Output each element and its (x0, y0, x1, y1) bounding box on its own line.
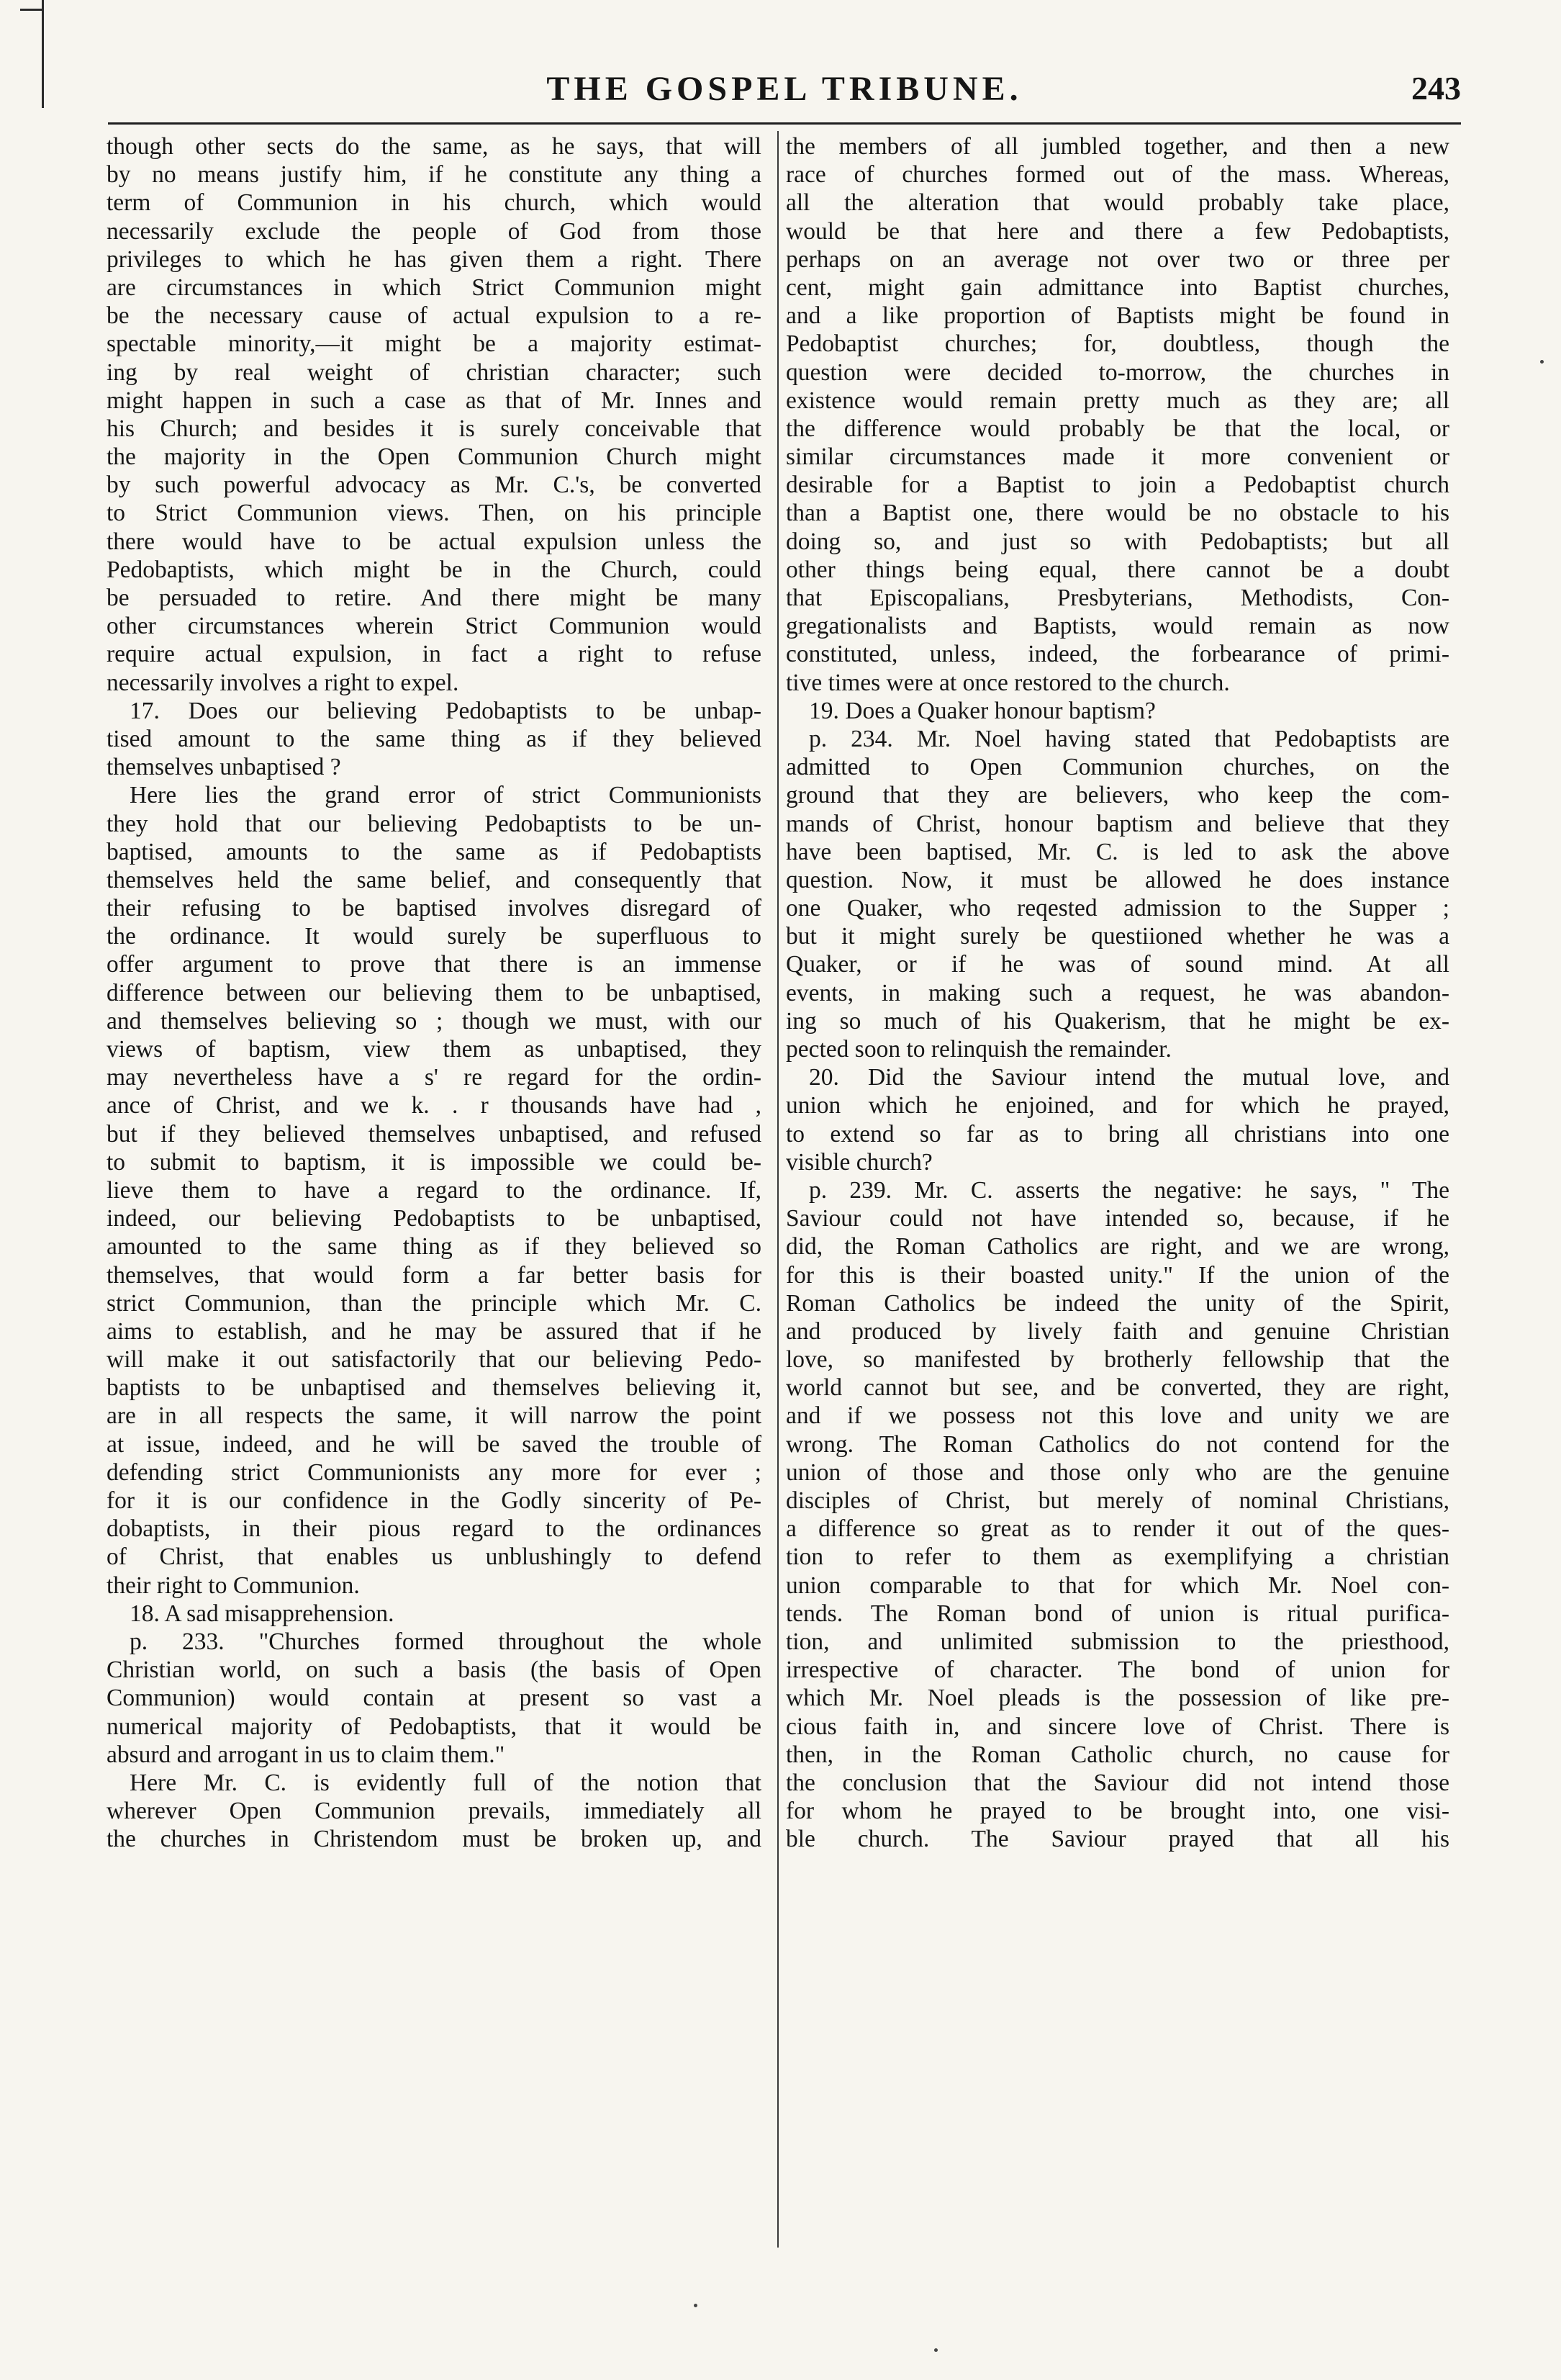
text-line: require actual expulsion, in fact a right to refuse (107, 641, 761, 668)
text-line: necessarily involves a right to expel. (107, 669, 459, 696)
text-line: mands of Christ, honour baptism and believe that they (786, 810, 1449, 837)
text-line: their refusing to be baptised involves disregard of (107, 895, 761, 922)
text-line: p. 234. Mr. Noel having stated that Pedobaptists are (809, 725, 1449, 752)
text-line: the ordinance. It would surely be superfluous to (107, 923, 761, 950)
text-line: wrong. The Roman Catholics do not contend for the (786, 1430, 1449, 1458)
page-edge-tick (20, 9, 43, 11)
text-line: themselves unbaptised ? (107, 754, 341, 781)
text-line: question. Now, it must be allowed he does instance (786, 866, 1449, 893)
text-line: there would have to be actual expulsion unless the (107, 528, 761, 555)
text-line: be persuaded to retire. And there might be many (107, 585, 761, 611)
text-line: strict Communion, than the principle which Mr. C. (107, 1289, 761, 1317)
text-line: for this is their boasted unity." If the union of the (786, 1261, 1449, 1289)
text-line: indeed, our believing Pedobaptists to be unbaptised, (107, 1205, 761, 1232)
text-line: which Mr. Noel pleads is the possession of like pre- (786, 1685, 1449, 1712)
text-line: tion, and unlimited submission to the priesthood, (786, 1628, 1449, 1655)
text-line: aims to establish, and he may be assured that if he (107, 1317, 761, 1345)
text-line: but it might surely be questiioned whether he was a (786, 923, 1449, 950)
left-column (107, 132, 761, 2249)
text-line: tion to refer to them as exemplifying a christian (786, 1543, 1449, 1571)
text-line: the churches in Christendom must be broken up, and (107, 1826, 761, 1853)
print-speck (934, 2348, 938, 2352)
text-line: absurd and arrogant in us to claim them." (107, 1741, 505, 1768)
text-line: baptists to be unbaptised and themselves believing it, (107, 1374, 761, 1402)
text-line: existence would remain pretty much as they are; all (786, 387, 1449, 414)
text-line: Roman Catholics be indeed the unity of the Spirit, (786, 1289, 1449, 1317)
text-line: pected soon to relinquish the remainder. (786, 1036, 1172, 1063)
text-line: by no means justify him, if he constitute any thing a (107, 161, 761, 189)
text-line: doing so, and just so with Pedobaptists; but all (786, 528, 1449, 555)
text-line: his Church; and besides it is surely conceivable that (107, 415, 761, 442)
text-line: spectable minority,—it might be a majority estimat- (107, 330, 761, 358)
text-line: one Quaker, who reqested admission to the Supper ; (786, 895, 1449, 922)
text-line: p. 239. Mr. C. asserts the negative: he says, " The (809, 1176, 1449, 1204)
text-line: dobaptists, in their pious regard to the ordinances (107, 1515, 761, 1543)
text-line: desirable for a Baptist to join a Pedobaptist church (786, 472, 1449, 499)
text-line: the difference would probably be that the local, or (786, 415, 1449, 442)
text-line: would be that here and there a few Pedobaptists, (786, 217, 1449, 245)
text-line: admitted to Open Communion churches, on the (786, 754, 1449, 781)
text-line: necessarily exclude the people of God from those (107, 217, 761, 245)
text-line: ground that they are believers, who keep the com- (786, 782, 1449, 809)
text-line: tive times were at once restored to the church. (786, 669, 1230, 696)
page-edge-mark (42, 0, 44, 108)
text-line: for whom he prayed to be brought into, one visi- (786, 1798, 1449, 1825)
text-line: similar circumstances made it more convenient or (786, 443, 1449, 471)
text-line: love, so manifested by brotherly fellowship that the (786, 1346, 1449, 1374)
column-divider (777, 131, 779, 2248)
text-line: themselves, that would form a far better basis for (107, 1261, 761, 1289)
text-line: privileges to which he has given them a right. There (107, 245, 761, 273)
text-line: cent, might gain admittance into Baptist churches, (786, 274, 1449, 301)
text-line: the members of all jumbled together, and then a new (786, 133, 1449, 160)
text-line: to extend so far as to bring all christians into one (786, 1120, 1449, 1148)
text-line: tends. The Roman bond of union is ritual purifica- (786, 1600, 1449, 1627)
text-line: union which he enjoined, and for which he prayed, (786, 1092, 1449, 1119)
print-speck (694, 2304, 697, 2307)
text-line: to submit to baptism, it is impossible we could be- (107, 1148, 761, 1176)
text-line: that Episcopalians, Presbyterians, Methodists, Con- (786, 585, 1449, 611)
text-line: p. 233. "Churches formed throughout the whole (130, 1628, 761, 1655)
text-line: ance of Christ, and we k. . r thousands have had , (107, 1092, 761, 1119)
text-line: of Christ, that enables us unblushingly to defend (107, 1543, 761, 1571)
text-line: might happen in such a case as that of Mr. Innes and (107, 387, 761, 414)
text-line: will make it out satisfactorily that our believing Pedo- (107, 1346, 761, 1374)
text-line: Here lies the grand error of strict Communionists (130, 782, 761, 809)
text-line: term of Communion in his church, which would (107, 189, 761, 217)
text-line: gregationalists and Baptists, would remain as now (786, 613, 1449, 640)
text-line: Here Mr. C. is evidently full of the notion that (130, 1769, 761, 1796)
text-line: visible church? (786, 1148, 933, 1176)
text-line: all the alteration that would probably take place, (786, 189, 1449, 217)
text-line: be the necessary cause of actual expulsion to a re- (107, 302, 761, 330)
text-line: though other sects do the same, as he says, that will (107, 133, 761, 160)
right-column (786, 132, 1449, 2249)
text-line: at issue, indeed, and he will be saved the trouble of (107, 1430, 761, 1458)
text-line: are circumstances in which Strict Communion might (107, 274, 761, 301)
text-line: by such powerful advocacy as Mr. C.'s, be converted (107, 472, 761, 499)
text-line: difference between our believing them to be unbaptised, (107, 979, 761, 1006)
text-line: themselves held the same belief, and consequently that (107, 866, 761, 893)
text-line: perhaps on an average not over two or three per (786, 245, 1449, 273)
text-line: the conclusion that the Saviour did not intend those (786, 1769, 1449, 1796)
text-line: world cannot but see, and be converted, they are right, (786, 1374, 1449, 1402)
text-line: Saviour could not have intended so, because, if he (786, 1205, 1449, 1232)
journal-title: THE GOSPEL TRIBUNE. (546, 70, 1023, 108)
text-line: for it is our confidence in the Godly sincerity of Pe- (107, 1487, 761, 1514)
text-line: but if they believed themselves unbaptised, and refused (107, 1120, 761, 1148)
text-line: may nevertheless have a s' re regard for the ordin- (107, 1064, 761, 1091)
text-line: disciples of Christ, but merely of nominal Christians, (786, 1487, 1449, 1514)
text-line: other things being equal, there cannot be a doubt (786, 556, 1449, 583)
text-line: other circumstances wherein Strict Communion would (107, 613, 761, 640)
text-line: offer argument to prove that there is an immense (107, 951, 761, 978)
text-line: are in all respects the same, it will narrow the point (107, 1402, 761, 1430)
text-line: and produced by lively faith and genuine Christian (786, 1317, 1449, 1345)
text-line: and themselves believing so ; though we must, with our (107, 1007, 761, 1035)
text-line: and a like proportion of Baptists might be found in (786, 302, 1449, 330)
text-line: than a Baptist one, there would be no obstacle to his (786, 500, 1449, 527)
text-line: views of baptism, view them as unbaptised, they (107, 1036, 761, 1063)
text-line: amounted to the same thing as if they believed so (107, 1233, 761, 1261)
text-line: cious faith in, and sincere love of Christ. There is (786, 1713, 1449, 1740)
header-rule (108, 122, 1461, 125)
text-line: question were decided to-morrow, the churches in (786, 359, 1449, 386)
text-line: a difference so great as to render it out of the ques- (786, 1515, 1449, 1543)
text-line: Quaker, or if he was of sound mind. At all (786, 951, 1449, 978)
text-line: constituted, unless, indeed, the forbearance of primi- (786, 641, 1449, 668)
text-line: baptised, amounts to the same as if Pedobaptists (107, 838, 761, 865)
text-line: their right to Communion. (107, 1572, 360, 1599)
text-line: and if we possess not this love and unity we are (786, 1402, 1449, 1430)
text-line: race of churches formed out of the mass. Whereas, (786, 161, 1449, 189)
text-line: ing by real weight of christian character; such (107, 359, 761, 386)
text-line: ing so much of his Quakerism, that he might be ex- (786, 1007, 1449, 1035)
text-line: tised amount to the same thing as if they believed (107, 725, 761, 752)
text-line: to Strict Communion views. Then, on his principle (107, 500, 761, 527)
text-line: wherever Open Communion prevails, immediately all (107, 1798, 761, 1825)
text-line: Christian world, on such a basis (the basis of Open (107, 1656, 761, 1684)
text-line: 19. Does a Quaker honour baptism? (809, 697, 1156, 724)
text-line: did, the Roman Catholics are right, and we are wrong, (786, 1233, 1449, 1261)
text-line: events, in making such a request, he was abandon- (786, 979, 1449, 1006)
text-line: 20. Did the Saviour intend the mutual love, and (809, 1064, 1449, 1091)
text-line: 18. A sad misapprehension. (130, 1600, 394, 1627)
text-line: have been baptised, Mr. C. is led to ask the above (786, 838, 1449, 865)
page-number: 243 (1411, 70, 1461, 107)
text-line: ble church. The Saviour prayed that all his (786, 1826, 1449, 1853)
text-line: Communion) would contain at present so vast a (107, 1685, 761, 1712)
text-line: defending strict Communionists any more for ever ; (107, 1459, 761, 1486)
text-line: union comparable to that for which Mr. Noel con- (786, 1572, 1449, 1599)
text-line: Pedobaptists, which might be in the Church, could (107, 556, 761, 583)
text-line: 17. Does our believing Pedobaptists to be unbap- (130, 697, 761, 724)
text-line: then, in the Roman Catholic church, no cause for (786, 1741, 1449, 1768)
text-line: Pedobaptist churches; for, doubtless, though the (786, 330, 1449, 358)
print-speck (1540, 360, 1544, 364)
text-line: numerical majority of Pedobaptists, that it would be (107, 1713, 761, 1740)
text-line: irrespective of character. The bond of union for (786, 1656, 1449, 1684)
text-line: they hold that our believing Pedobaptists to be un- (107, 810, 761, 837)
running-header (108, 63, 1461, 114)
text-line: the majority in the Open Communion Church might (107, 443, 761, 471)
text-line: union of those and those only who are the genuine (786, 1459, 1449, 1486)
text-line: lieve them to have a regard to the ordinance. If, (107, 1176, 761, 1204)
